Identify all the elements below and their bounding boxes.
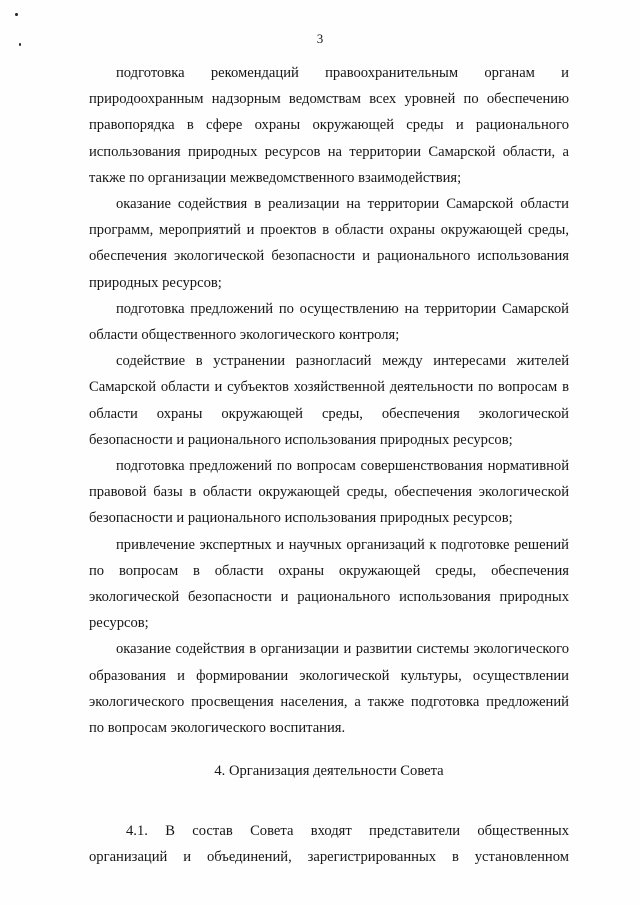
clause-line: 4.1. В состав Совета входят представители общественных (126, 823, 569, 839)
body-text (89, 60, 569, 741)
page-number: 3 (316, 31, 324, 46)
paragraph-item: подготовка рекомендаций правоохранительным органам и природоохранным надзорным ведомствам всех уровней по обеспечению правопорядка в сфере охраны окружающей среды и рационального использования природных ресурсов на территории Самарской области, а также по организации межведомственного взаимодействия; (89, 65, 569, 186)
clause-line: организаций и объединений, зарегистрированных в установленном (89, 849, 569, 866)
scan-speck (15, 13, 18, 16)
paragraph-item: подготовка предложений по вопросам совершенствования нормативной правовой базы в области окружающей среды, обеспечения экологической безопасности и рационального использования природных ресурсов; (89, 458, 569, 527)
paragraph-item: привлечение экспертных и научных организаций к подготовке решений по вопросам в области охраны окружающей среды, обеспечения экологической безопасности и рационального использования природных ресурсов; (89, 536, 569, 632)
section-heading: 4. Организация деятельности Совета (214, 763, 444, 779)
paragraph-item: содействие в устранении разногласий между интересами жителей Самарской области и субъектов хозяйственной деятельности по вопросам в области охраны окружающей среды, обеспечения экологической безопасности и рационального использования природных ресурсов; (89, 353, 569, 448)
clause-4-1 (89, 818, 569, 870)
paragraph-item: оказание содействия в организации и развитии системы экологического образования и формировании экологической культуры, осуществлении экологического просвещения населения, а также подготовка предложений по вопросам экологического воспитания. (89, 641, 569, 737)
paragraph-item: подготовка предложений по осуществлению на территории Самарской области общественного экологического контроля; (89, 300, 569, 344)
paragraph-item: оказание содействия в реализации на территории Самарской области программ, мероприятий и проектов в области охраны окружающей среды, обеспечения экологической безопасности и рационального использования природных ресурсов; (89, 196, 569, 291)
